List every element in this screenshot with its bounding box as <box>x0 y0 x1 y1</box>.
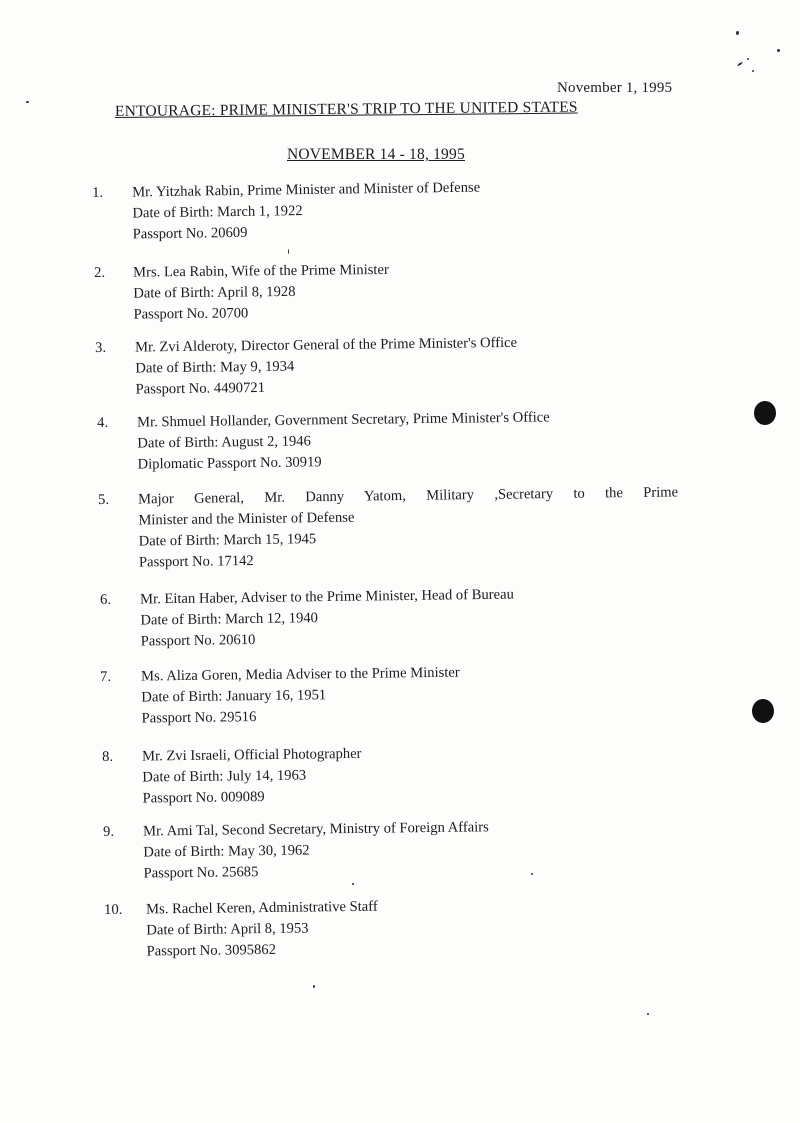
entry-name-line-continued: Minister and the Minister of Defense <box>138 509 355 529</box>
entry-number: 5. <box>98 491 110 508</box>
hole-punch-mark <box>752 699 774 723</box>
entry-date-of-birth: Date of Birth: April 8, 1953 <box>146 920 309 939</box>
scan-speck <box>352 883 354 885</box>
scan-speck <box>747 58 749 60</box>
entry-date-of-birth: Date of Birth: May 30, 1962 <box>143 842 310 861</box>
document-date: November 1, 1995 <box>557 80 673 96</box>
entry-passport: Passport No. 20700 <box>133 305 249 323</box>
entry-passport: Passport No. 3095862 <box>146 941 277 960</box>
entry-name-line: Mr. Ami Tal, Second Secretary, Ministry of Foreign Affairs <box>143 819 489 840</box>
entry-number: 1. <box>92 184 104 201</box>
scan-speck <box>737 61 743 66</box>
scan-speck <box>777 49 780 52</box>
entry-name-line: Ms. Rachel Keren, Administrative Staff <box>146 898 378 918</box>
entry-date-of-birth: Date of Birth: January 16, 1951 <box>141 687 327 706</box>
document-subtitle: NOVEMBER 14 - 18, 1995 <box>287 146 465 163</box>
document-title: ENTOURAGE: PRIME MINISTER'S TRIP TO THE UNITED STATES <box>114 98 578 120</box>
entry-passport: Passport No. 4490721 <box>135 379 266 398</box>
hole-punch-mark <box>754 401 776 425</box>
entry-name-line: Mrs. Lea Rabin, Wife of the Prime Minister <box>133 261 389 281</box>
scan-speck <box>647 1013 649 1015</box>
scan-speck <box>531 873 533 875</box>
entry-number: 9. <box>103 823 115 840</box>
entry-date-of-birth: Date of Birth: August 2, 1946 <box>137 433 311 452</box>
entry-number: 3. <box>95 339 107 356</box>
entry-name-line: Mr. Zvi Israeli, Official Photographer <box>142 745 362 765</box>
entry-number: 6. <box>100 591 112 608</box>
entry-date-of-birth: Date of Birth: April 8, 1928 <box>133 283 296 302</box>
entry-number: 10. <box>104 901 123 918</box>
entry-passport: Passport No. 009089 <box>142 789 265 807</box>
entry-date-of-birth: Date of Birth: March 12, 1940 <box>140 610 319 629</box>
scan-speck <box>26 101 29 103</box>
entry-date-of-birth: Date of Birth: March 1, 1922 <box>132 203 303 222</box>
entry-passport: Passport No. 25685 <box>143 864 259 882</box>
scan-speck <box>752 70 754 72</box>
entry-number: 4. <box>97 414 109 431</box>
scan-speck <box>313 985 315 988</box>
entry-number: 8. <box>102 748 114 765</box>
entry-name-line: Mr. Eitan Haber, Adviser to the Prime Minister, Head of Bureau <box>140 586 514 608</box>
entry-number: 7. <box>100 668 112 685</box>
entry-name-line: Mr. Yitzhak Rabin, Prime Minister and Minister of Defense <box>132 179 481 201</box>
entry-name-line: Mr. Zvi Alderoty, Director General of the Prime Minister's Office <box>135 334 518 356</box>
entry-number: 2. <box>94 264 106 281</box>
entry-passport: Passport No. 20610 <box>140 631 256 650</box>
scan-speck <box>736 31 739 35</box>
entry-date-of-birth: Date of Birth: March 15, 1945 <box>138 531 317 550</box>
entry-passport: Passport No. 17142 <box>138 552 254 571</box>
entry-date-of-birth: Date of Birth: May 9, 1934 <box>135 358 295 377</box>
scan-speck <box>288 249 289 254</box>
entry-passport: Passport No. 29516 <box>141 709 257 727</box>
entry-date-of-birth: Date of Birth: July 14, 1963 <box>142 767 307 786</box>
entry-passport: Passport No. 20609 <box>132 224 248 243</box>
entry-passport: Diplomatic Passport No. 30919 <box>137 454 322 473</box>
entry-name-line: Ms. Aliza Goren, Media Adviser to the Prime Minister <box>141 664 460 685</box>
entry-name-line: Mr. Shmuel Hollander, Government Secretary, Prime Minister's Office <box>137 409 550 431</box>
entry-name-line: Major General, Mr. Danny Yatom, Military ,Secretary to the Prime <box>138 484 679 508</box>
